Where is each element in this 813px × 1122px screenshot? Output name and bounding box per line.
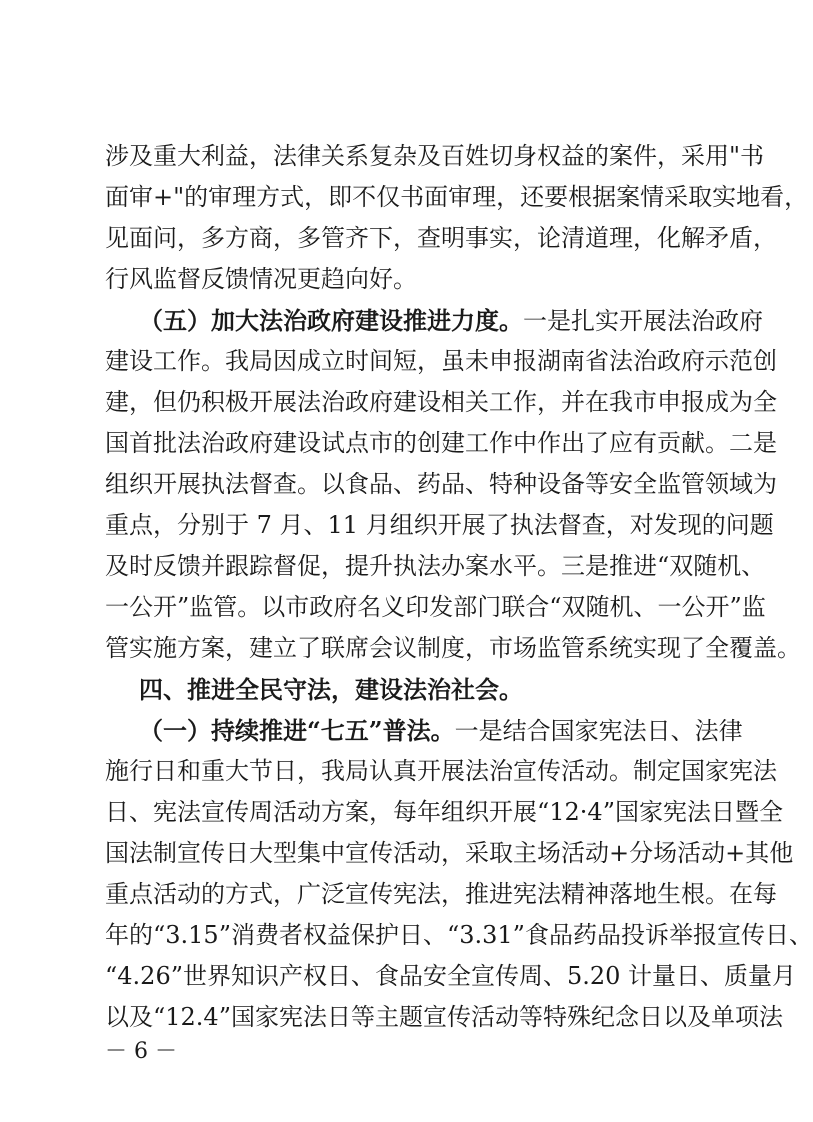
text-line: 及时反馈并跟踪督促，提升执法办案水平。三是推进“双随机、 — [105, 552, 766, 580]
text-line: 建设工作。我局因成立时间短，虽未申报湖南省法治政府示范创 — [105, 347, 777, 375]
text-line: 组织开展执法督查。以食品、药品、特种设备等安全监管领域为 — [105, 470, 777, 498]
text-line — [105, 300, 763, 341]
section-lead: （一）持续推进“七五”普法。 — [139, 716, 455, 745]
text-line: 重点，分别于 7 月、11 月组织开展了执法督查，对发现的问题 — [105, 511, 774, 539]
text-line: 重点活动的方式，广泛宣传宪法，推进宪法精神落地生根。在每 — [105, 880, 777, 908]
text-line: 一公开”监管。以市政府名义印发部门联合“双随机、一公开”监 — [105, 593, 766, 621]
text-line: 施行日和重大节日，我局认真开展法治宣传活动。制定国家宪法 — [105, 757, 777, 785]
text-line: 行风监督反馈情况更趋向好。 — [105, 265, 417, 293]
text-line: 面审+"的审理方式，即不仅书面审理，还要根据案情采取实地看， — [105, 183, 809, 211]
paragraph-legal-education — [105, 710, 813, 1038]
text-line: 国首批法治政府建设试点市的创建工作中作出了应有贡献。二是 — [105, 429, 777, 457]
text-line: “4.26”世界知识产权日、食品安全宣传周、5.20 计量日、质量月 — [105, 962, 797, 990]
page-number: － 6 － — [105, 1039, 177, 1064]
text-line: 见面问，多方商，多管齐下，查明事实，论清道理，化解矛盾， — [105, 224, 777, 252]
paragraph-review-method — [105, 136, 809, 300]
text-span: 一是结合国家宪法日、法律 — [454, 717, 743, 745]
text-line: 国法制宣传日大型集中宣传活动，采取主场活动+分场活动+其他 — [105, 839, 794, 867]
paragraph-rule-of-law-government — [105, 300, 801, 669]
text-line — [105, 710, 743, 751]
text-span: 一是扎实开展法治政府 — [523, 307, 763, 335]
text-line: 管实施方案，建立了联席会议制度，市场监管系统实现了全覆盖。 — [105, 634, 801, 662]
text-line: 年的“3.15”消费者权益保护日、“3.31”食品药品投诉举报宣传日、 — [105, 921, 813, 949]
section-lead: （五）加大法治政府建设推进力度。 — [139, 306, 523, 335]
section-heading: 四、推进全民守法，建设法治社会。 — [139, 675, 523, 704]
document-body — [105, 136, 813, 1038]
text-line: 涉及重大利益，法律关系复杂及百姓切身权益的案件，采用"书 — [105, 142, 765, 170]
text-line: 日、宪法宣传周活动方案，每年组织开展“12·4”国家宪法日暨全 — [105, 798, 783, 826]
text-line: 以及“12.4”国家宪法日等主题宣传活动等特殊纪念日以及单项法 — [105, 1003, 783, 1031]
text-line: 建，但仍积极开展法治政府建设相关工作，并在我市申报成为全 — [105, 388, 777, 416]
